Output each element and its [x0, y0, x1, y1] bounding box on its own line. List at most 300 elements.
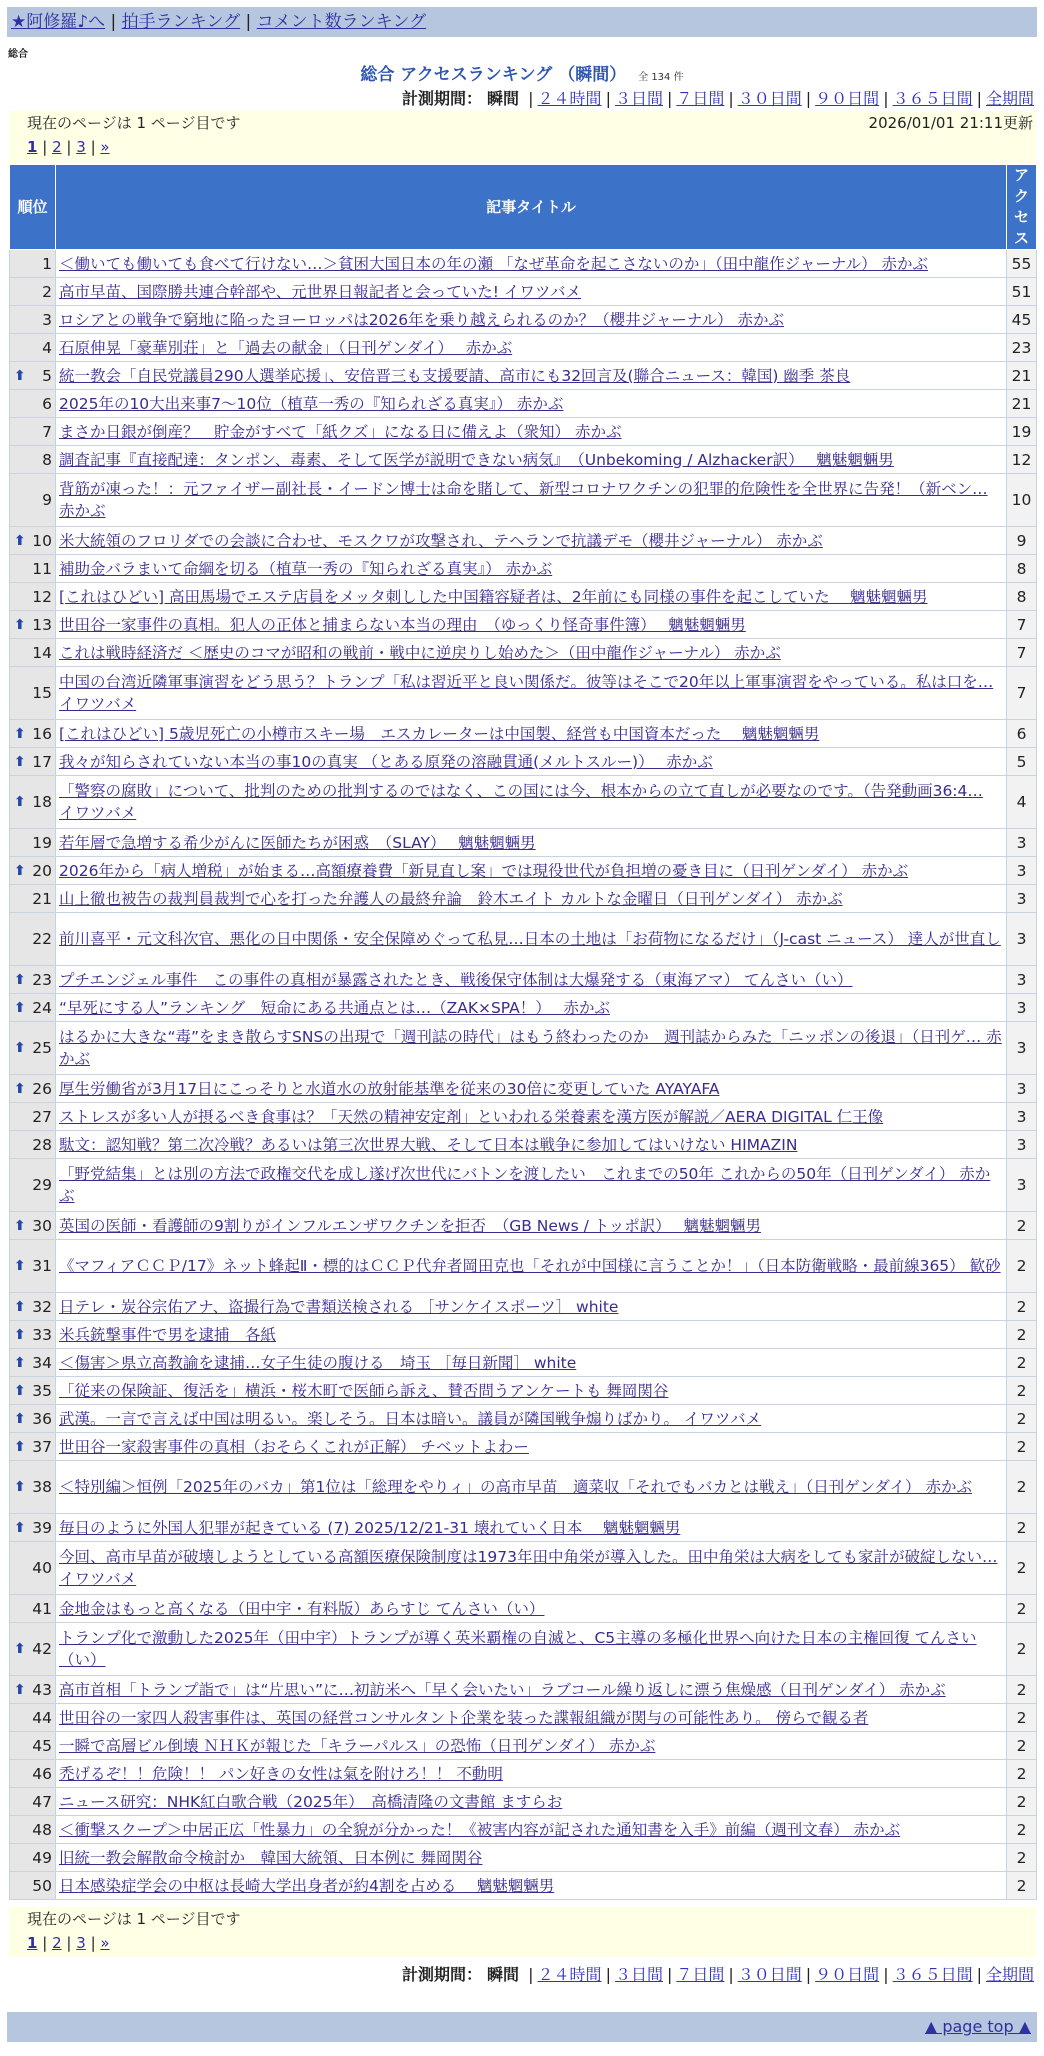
article-title-link[interactable]: 厚生労働省が3月17日にこっそりと水道水の放射能基準を従来の30倍に変更していた AYAYAFA: [59, 1079, 720, 1098]
access-count: 8: [1007, 583, 1037, 611]
arrow-up-icon: ⬆: [14, 367, 26, 384]
ranking-table: [9, 164, 1037, 1900]
title-cell: [56, 1704, 1007, 1732]
period-selector-top: [402, 86, 1034, 109]
title-cell: [56, 1075, 1007, 1103]
article-title-link[interactable]: 世田谷一家事件の真相。犯人の正体と捕まらない本当の理由 （ゆっくり怪奇事件簿） 魑魅魍魎男: [59, 615, 746, 634]
rank-cell: [10, 446, 56, 474]
rank-number: 46: [32, 1764, 52, 1783]
title-cell: [56, 1240, 1007, 1293]
period-7d-link[interactable]: ７日間: [676, 1965, 725, 1984]
period-divider: |: [666, 1965, 673, 1984]
article-title-link[interactable]: 米大統領のフロリダでの会談に合わせ、モスクワが攻撃され、テヘランで抗議デモ（櫻井ジャーナル） 赤かぶ: [59, 531, 823, 550]
article-title-link[interactable]: 2026年から「病人増税」が始まる…高額療養費「新見直し案」では現役世代が負担増の憂き目に（日刊ゲンダイ） 赤かぶ: [59, 861, 909, 880]
article-title-link[interactable]: 背筋が凍った！：元ファイザー副社長・イードン博士は命を賭して、新型コロナワクチンの犯罪的危険性を全世界に告発！（新ベン… 赤かぶ: [59, 480, 988, 520]
title-cell: [56, 1377, 1007, 1405]
rank-number: 45: [32, 1736, 52, 1755]
table-row: [10, 362, 1037, 390]
arrow-up-icon: ⬆: [14, 971, 26, 988]
period-24h-link[interactable]: ２４時間: [537, 89, 602, 108]
period-divider: |: [605, 89, 611, 108]
article-title-link[interactable]: 前川喜平・元文科次官、悪化の日中関係・安全保障めぐって私見…日本の土地は「お荷物になるだけ」（J-cast ニュース） 達人が世直し: [59, 930, 1001, 948]
rank-number: 2: [42, 282, 52, 301]
table-row: [10, 446, 1037, 474]
article-title-link[interactable]: はるかに大きな“毒”をまき散らすSNSの出現で「週刊誌の時代」はもう終わったのか 週刊誌からみた「ニッポンの後退」（日刊ゲ… 赤かぶ: [59, 1028, 1002, 1068]
access-count: 2: [1007, 1816, 1037, 1844]
access-count: 2: [1007, 1293, 1037, 1321]
access-count: 5: [1007, 748, 1037, 776]
access-count: 2: [1007, 1872, 1037, 1900]
title-cell: [56, 250, 1007, 278]
table-row: [10, 776, 1037, 829]
rank-cell: [10, 857, 56, 885]
updated-time: 2026/01/01 21:11更新: [868, 114, 1033, 132]
article-title-link[interactable]: 補助金バラまいて命綱を切る（植草一秀の『知られざる真実』） 赤かぶ: [59, 559, 553, 578]
rank-number: 13: [32, 615, 52, 634]
article-title-link[interactable]: トランプ化で激動した2025年（田中宇）トランプが導く英米覇権の自滅と、C5主導の多極化世界へ向けた日本の主権回復 てんさい（い）: [59, 1629, 977, 1669]
page-divider: |: [90, 138, 96, 156]
rank-cell: [10, 474, 56, 527]
next-page-link[interactable]: »: [100, 138, 110, 156]
access-count: 4: [1007, 776, 1037, 829]
article-title-link[interactable]: 「野党結集」とは別の方法で政権交代を成し遂げ次世代にバトンを渡したい これまでの50年 これからの50年（日刊ゲンダイ） 赤かぶ: [59, 1165, 991, 1205]
nav-divider: |: [110, 12, 117, 32]
rank-number: 21: [32, 889, 52, 908]
period-90d-link[interactable]: ９０日間: [815, 89, 880, 108]
access-header: アクセス: [1007, 165, 1037, 250]
article-title-link[interactable]: 駄文：認知戦？第二次冷戦？あるいは第三次世界大戦、そして日本は戦争に参加してはいけない HIMAZIN: [59, 1135, 798, 1154]
title-cell: [56, 1623, 1007, 1676]
article-title-link[interactable]: 高市早苗、国際勝共連合幹部や、元世界日報記者と会っていた! イワツバメ: [59, 282, 582, 301]
article-title-link[interactable]: 統一教会「自民党議員290人選挙応援」、安倍晋三も支援要請、高市にも32回言及(聯合ニュース：韓国) 幽季 茶良: [59, 366, 851, 385]
article-title-link[interactable]: 世田谷の一家四人殺害事件は、英国の経営コンサルタント企業を装った諜報組織が関与の可能性あり。 傍らで観る者: [59, 1708, 869, 1727]
access-count: 3: [1007, 829, 1037, 857]
home-link[interactable]: ★阿修羅♪へ: [11, 12, 106, 32]
rank-number: 19: [32, 833, 52, 852]
access-count: 2: [1007, 1623, 1037, 1676]
article-title-link[interactable]: 中国の台湾近隣軍事演習をどう思う？トランプ「私は習近平と良い関係だ。彼等はそこで20年以上軍事演習をやっている。私は口を… イワツバメ: [59, 673, 994, 713]
article-title-link[interactable]: ＜衝撃スクープ＞中居正広「性暴力」の全貌が分かった！《被害内容が記された通知書を入手》前編（週刊文春） 赤かぶ: [59, 1820, 901, 1839]
rank-number: 7: [42, 422, 52, 441]
table-row: [10, 1131, 1037, 1159]
rank-cell: [10, 1623, 56, 1676]
title-cell: [56, 1760, 1007, 1788]
title-cell: [56, 1022, 1007, 1075]
article-title-link[interactable]: 「従来の保険証、復活を」横浜・桜木町で医師ら訴え、賛否問うアンケートも 舞岡関谷: [59, 1381, 669, 1400]
rank-number: 23: [32, 970, 52, 989]
rank-number: 26: [32, 1079, 52, 1098]
rank-number: 15: [32, 684, 52, 702]
table-row: [10, 1732, 1037, 1760]
rank-number: 18: [32, 793, 52, 811]
article-title-link[interactable]: 我々が知らされていない本当の事10の真実 （とある原発の溶融貫通(メルトスルー)） 赤かぶ: [59, 752, 713, 771]
title-cell: [56, 362, 1007, 390]
item-count: 全 134 件: [638, 72, 684, 83]
article-title-link[interactable]: 石原伸晃「豪華別荘」と「過去の献金」（日刊ゲンダイ） 赤かぶ: [59, 338, 513, 357]
rank-number: 8: [42, 450, 52, 469]
title-cell: [56, 1788, 1007, 1816]
rank-cell: [10, 306, 56, 334]
rank-cell: [10, 994, 56, 1022]
access-count: 2: [1007, 1405, 1037, 1433]
title-cell: [56, 474, 1007, 527]
table-row: [10, 1349, 1037, 1377]
access-count: 3: [1007, 913, 1037, 966]
arrow-up-icon: ⬆: [14, 616, 26, 633]
table-row: [10, 1844, 1037, 1872]
article-title-link[interactable]: プチエンジェル事件 この事件の真相が暴露されたとき、戦後保守体制は大爆発する（東海アマ） てんさい（い）: [59, 970, 853, 989]
rank-number: 22: [32, 930, 52, 948]
rank-number: 9: [42, 491, 52, 509]
article-title-link[interactable]: 山上徹也被告の裁判員裁判で心を打った弁護人の最終弁論 鈴木エイト カルトな金曜日（日刊ゲンダイ） 赤かぶ: [59, 889, 843, 908]
table-row: [10, 418, 1037, 446]
article-title-link[interactable]: [これはひどい] 5歳児死亡の小樽市スキー場 エスカレーターは中国製、経営も中国資本だった 魑魅魍魎男: [59, 724, 820, 743]
title-cell: [56, 1816, 1007, 1844]
rank-cell: [10, 885, 56, 913]
table-row: [10, 1542, 1037, 1595]
rank-number: 49: [32, 1848, 52, 1867]
title-cell: [56, 1405, 1007, 1433]
arrow-up-icon: ⬆: [14, 753, 26, 770]
next-page-link[interactable]: »: [100, 1934, 110, 1952]
period-label: 計測期間：: [401, 1965, 482, 1984]
rank-cell: [10, 720, 56, 748]
rank-number: 30: [32, 1216, 52, 1235]
access-count: 12: [1007, 446, 1037, 474]
rank-number: 43: [32, 1680, 52, 1699]
table-row: [10, 1872, 1037, 1900]
access-count: 2: [1007, 1788, 1037, 1816]
rank-cell: [10, 913, 56, 966]
article-title-link[interactable]: 金地金はもっと高くなる（田中宇・有料版）あらすじ てんさい（い）: [59, 1599, 545, 1618]
access-count: 8: [1007, 555, 1037, 583]
rank-cell: [10, 1816, 56, 1844]
rank-cell: [10, 639, 56, 667]
article-title-link[interactable]: 英国の医師・看護師の9割りがインフルエンザワクチンを拒否 （GB News / トッポ訳） 魑魅魍魎男: [59, 1216, 761, 1235]
period-current: 瞬間: [487, 89, 520, 108]
table-row: [10, 1788, 1037, 1816]
rank-number: 48: [32, 1820, 52, 1839]
article-title-link[interactable]: 世田谷一家殺害事件の真相（おそらくこれが正解） チベットよわー: [59, 1437, 529, 1456]
access-count: 6: [1007, 720, 1037, 748]
rank-number: 16: [32, 724, 52, 743]
ranking-title: 総合 アクセスランキング （瞬間）: [360, 65, 627, 85]
article-title-link[interactable]: “早死にする人”ランキング 短命にある共通点とは…（ZAK×SPA！） 赤かぶ: [59, 998, 610, 1017]
article-title-link[interactable]: ロシアとの戦争で窮地に陥ったヨーロッパは2026年を乗り越えられるのか？（櫻井ジャーナル） 赤かぶ: [59, 310, 784, 329]
article-title-link[interactable]: 調査記事『直接配達：タンポン、毒素、そして医学が説明できない病気』 （Unbekoming / Alzhacker訳） 魑魅魍魎男: [59, 450, 894, 469]
rank-number: 44: [32, 1708, 52, 1727]
title-cell: [56, 1542, 1007, 1595]
title-cell: [56, 1872, 1007, 1900]
page-link-1[interactable]: 1: [27, 138, 38, 156]
article-title-link[interactable]: 若年層で急増する希少がんに医師たちが困惑 （SLAY） 魑魅魍魎男: [59, 833, 536, 852]
period-divider: |: [528, 89, 534, 108]
rank-cell: [10, 748, 56, 776]
access-count: 2: [1007, 1321, 1037, 1349]
title-cell: [56, 994, 1007, 1022]
table-row: [10, 583, 1037, 611]
title-cell: [56, 306, 1007, 334]
category-label: 総合: [8, 49, 28, 60]
pager-top: [9, 111, 1036, 163]
period-30d-link[interactable]: ３０日間: [737, 1965, 802, 1984]
rank-number: 27: [32, 1107, 52, 1126]
rank-cell: [10, 1704, 56, 1732]
title-cell: [56, 1212, 1007, 1240]
title-cell: [56, 1461, 1007, 1514]
period-90d-link[interactable]: ９０日間: [815, 1965, 880, 1984]
title-cell: [56, 1433, 1007, 1461]
period-divider: |: [728, 1965, 734, 1984]
rank-cell: [10, 1293, 56, 1321]
period-24h-link[interactable]: ２４時間: [537, 1965, 602, 1984]
rank-number: 34: [32, 1353, 52, 1372]
arrow-up-icon: ⬆: [14, 1080, 26, 1097]
table-row: [10, 1159, 1037, 1212]
period-divider: |: [528, 1965, 534, 1984]
title-cell: [56, 1321, 1007, 1349]
title-cell: [56, 913, 1007, 966]
title-cell: [56, 829, 1007, 857]
title-cell: [56, 639, 1007, 667]
rank-number: 24: [32, 998, 52, 1017]
rank-cell: [10, 1131, 56, 1159]
period-30d-link[interactable]: ３０日間: [737, 89, 802, 108]
table-row: [10, 390, 1037, 418]
title-cell: [56, 1595, 1007, 1623]
rank-number: 20: [32, 861, 52, 880]
rank-cell: [10, 1461, 56, 1514]
table-row: [10, 334, 1037, 362]
rank-number: 32: [32, 1297, 52, 1316]
table-row: [10, 278, 1037, 306]
table-row: [10, 527, 1037, 555]
rank-cell: [10, 1405, 56, 1433]
table-row: [10, 250, 1037, 278]
rank-cell: [10, 1760, 56, 1788]
access-count: 3: [1007, 1022, 1037, 1075]
article-title-link[interactable]: 日本感染症学会の中枢は長崎大学出身者が約4割を占める 魑魅魍魎男: [59, 1876, 555, 1895]
article-title-link[interactable]: ＜傷害＞県立高教諭を逮捕…女子生徒の腹ける 埼玉 ［毎日新聞］ white: [59, 1353, 577, 1372]
rank-cell: [10, 1872, 56, 1900]
access-count: 2: [1007, 1349, 1037, 1377]
period-divider: |: [805, 89, 812, 108]
access-count: 2: [1007, 1676, 1037, 1704]
rank-number: 31: [32, 1257, 52, 1275]
table-row: [10, 1676, 1037, 1704]
period-all-link[interactable]: 全期間: [985, 1965, 1034, 1984]
page-divider: |: [90, 1934, 96, 1952]
arrow-up-icon: ⬆: [14, 1641, 26, 1657]
rank-cell: [10, 250, 56, 278]
table-row: [10, 1816, 1037, 1844]
page-link-2[interactable]: 2: [52, 1934, 62, 1952]
access-count: 3: [1007, 1131, 1037, 1159]
arrow-up-icon: ⬆: [14, 532, 26, 549]
table-row: [10, 1103, 1037, 1131]
arrow-up-icon: ⬆: [14, 1438, 26, 1455]
access-count: 7: [1007, 639, 1037, 667]
title-cell: [56, 390, 1007, 418]
article-title-link[interactable]: 米兵銃撃事件で男を逮捕 各紙: [59, 1325, 277, 1344]
article-title-link[interactable]: まさか日銀が倒産？ 貯金がすべて「紙クズ」になる日に備えよ（衆知） 赤かぶ: [59, 422, 622, 441]
access-count: 2: [1007, 1212, 1037, 1240]
article-title-link[interactable]: ＜働いても働いても食べて行けない…＞貧困大国日本の年の瀬 「なぜ革命を起こさないのか」（田中龍作ジャーナル） 赤かぶ: [59, 254, 929, 273]
access-count: 23: [1007, 334, 1037, 362]
table-row: [10, 1321, 1037, 1349]
table-row: [10, 1075, 1037, 1103]
article-title-link[interactable]: 禿げるぞ！！危険！！ パン好きの女性は氣を附けろ！！ 不動明: [59, 1764, 503, 1783]
title-cell: [56, 446, 1007, 474]
article-title-link[interactable]: 2025年の10大出来事7〜10位（植草一秀の『知られざる真実』） 赤かぶ: [59, 394, 564, 413]
period-all-link[interactable]: 全期間: [985, 89, 1034, 108]
article-title-link[interactable]: 今回、高市早苗が破壊しようとしている高額医療保険制度は1973年田中角栄が導入した。田中角栄は大病をしても家計が破綻しない… イワツバメ: [59, 1548, 998, 1588]
title-cell: [56, 748, 1007, 776]
page-title: [0, 60, 1044, 85]
page-link-1[interactable]: 1: [27, 1934, 38, 1952]
table-row: [10, 1405, 1037, 1433]
title-cell: [56, 527, 1007, 555]
table-row: [10, 1022, 1037, 1075]
rank-number: 33: [32, 1325, 52, 1344]
page-link-2[interactable]: 2: [52, 138, 62, 156]
access-count: 3: [1007, 1159, 1037, 1212]
access-count: 3: [1007, 966, 1037, 994]
applause-ranking-link[interactable]: 拍手ランキング: [121, 12, 241, 32]
article-title-link[interactable]: 日テレ・炭谷宗佑アナ、盗撮行為で書類送検される ［サンケイスポーツ］ white: [59, 1297, 619, 1316]
access-count: 2: [1007, 1433, 1037, 1461]
page-divider: |: [66, 138, 72, 156]
comment-ranking-link[interactable]: コメント数ランキング: [256, 12, 427, 32]
period-7d-link[interactable]: ７日間: [676, 89, 725, 108]
period-divider: |: [883, 89, 889, 108]
title-cell: [56, 1732, 1007, 1760]
article-title-link[interactable]: ニュース研究：NHK紅白歌合戦（2025年） 高橋清隆の文書館 ますらお: [59, 1792, 563, 1811]
rank-cell: [10, 1788, 56, 1816]
article-title-link[interactable]: ストレスが多い人が摂るべき食事は？「天然の精神安定剤」といわれる栄養素を漢方医が解説／AERA DIGITAL 仁王像: [59, 1107, 884, 1126]
arrow-up-icon: ⬆: [14, 1519, 26, 1536]
article-title-link[interactable]: 《マフィアＣＣＰ/17》ネット蜂起Ⅱ・標的はＣＣＰ代弁者岡田克也「それが中国様に言うことか！」（日本防衛戦略・最前線365） 歓砂: [59, 1257, 1001, 1275]
title-cell: [56, 1103, 1007, 1131]
access-count: 19: [1007, 418, 1037, 446]
rank-cell: [10, 1844, 56, 1872]
table-row: [10, 1595, 1037, 1623]
rank-cell: [10, 362, 56, 390]
rank-cell: [10, 527, 56, 555]
rank-number: 39: [32, 1518, 52, 1537]
period-divider: |: [666, 89, 673, 108]
rank-number: 42: [32, 1640, 52, 1658]
period-label: 計測期間：: [401, 89, 482, 108]
arrow-up-icon: ⬆: [14, 1258, 26, 1274]
table-row: [10, 720, 1037, 748]
rank-cell: [10, 776, 56, 829]
rank-number: 38: [32, 1478, 52, 1496]
period-365d-link[interactable]: ３６５日間: [892, 89, 973, 108]
article-title-link[interactable]: 毎日のように外国人犯罪が起きている (7) 2025/12/21-31 壊れていく日本 魑魅魍魎男: [59, 1518, 681, 1537]
table-row: [10, 1377, 1037, 1405]
rank-number: 12: [32, 587, 52, 606]
table-row: [10, 474, 1037, 527]
article-title-link[interactable]: ＜特別編＞恒例「2025年のバカ」第1位は「総理をやりィ」の高市早苗 適菜収「それでもバカとは戦え」（日刊ゲンダイ） 赤かぶ: [59, 1478, 972, 1496]
access-count: 55: [1007, 250, 1037, 278]
rank-cell: [10, 1433, 56, 1461]
table-row: [10, 1240, 1037, 1293]
article-title-link[interactable]: [これはひどい] 高田馬場でエステ店員をメッタ刺しした中国籍容疑者は、2年前にも同様の事件を起こしていた 魑魅魍魎男: [59, 587, 928, 606]
page-link-3[interactable]: 3: [76, 138, 86, 156]
rank-number: 50: [32, 1876, 52, 1895]
rank-cell: [10, 1212, 56, 1240]
rank-cell: [10, 611, 56, 639]
rank-number: 10: [32, 531, 52, 550]
page-top-link[interactable]: ▲ page top ▲: [924, 2017, 1031, 2036]
rank-cell: [10, 1159, 56, 1212]
rank-number: 3: [42, 310, 52, 329]
title-cell: [56, 776, 1007, 829]
title-cell: [56, 1131, 1007, 1159]
rank-cell: [10, 278, 56, 306]
title-header: 記事タイトル: [56, 165, 1007, 250]
access-count: 2: [1007, 1704, 1037, 1732]
rank-number: 5: [42, 366, 52, 385]
rank-cell: [10, 1321, 56, 1349]
rank-cell: [10, 334, 56, 362]
rank-number: 47: [32, 1792, 52, 1811]
title-cell: [56, 966, 1007, 994]
access-count: 7: [1007, 667, 1037, 720]
period-365d-link[interactable]: ３６５日間: [892, 1965, 973, 1984]
rank-cell: [10, 1542, 56, 1595]
access-count: 3: [1007, 1103, 1037, 1131]
article-title-link[interactable]: これは戦時経済だ ＜歴史のコマが昭和の戦前・戦中に逆戻りし始めた＞（田中龍作ジャーナル） 赤かぶ: [59, 643, 781, 662]
page-divider: |: [42, 138, 48, 156]
article-title-link[interactable]: 武漢。一言で言えば中国は明るい。楽しそう。日本は暗い。議員が隣国戦争煽りばかり。 イワツバメ: [59, 1409, 762, 1428]
period-3d-link[interactable]: ３日間: [614, 89, 663, 108]
access-count: 2: [1007, 1461, 1037, 1514]
rank-cell: [10, 1240, 56, 1293]
table-row: [10, 857, 1037, 885]
rank-cell: [10, 1075, 56, 1103]
title-cell: [56, 583, 1007, 611]
access-count: 2: [1007, 1732, 1037, 1760]
article-title-link[interactable]: 「警察の腐敗」について、批判のための批判するのではなく、この国には今、根本からの立て直しが必要なのです。（告発動画36:4… イワツバメ: [59, 782, 983, 822]
access-count: 7: [1007, 611, 1037, 639]
access-count: 3: [1007, 994, 1037, 1022]
article-title-link[interactable]: 高市首相「トランプ詣で」は“片思い”に…初訪米へ「早く会いたい」ラブコール繰り返しに漂う焦燥感（日刊ゲンダイ） 赤かぶ: [59, 1680, 946, 1699]
period-3d-link[interactable]: ３日間: [614, 1965, 663, 1984]
rank-number: 37: [32, 1437, 52, 1456]
rank-cell: [10, 1676, 56, 1704]
title-cell: [56, 555, 1007, 583]
article-title-link[interactable]: 旧統一教会解散命令検討か 韓国大統領、日本例に 舞岡関谷: [59, 1848, 483, 1867]
arrow-up-icon: ⬆: [14, 794, 26, 810]
access-count: 3: [1007, 885, 1037, 913]
arrow-up-icon: ⬆: [14, 1326, 26, 1343]
page-divider: |: [42, 1934, 48, 1952]
rank-cell: [10, 1514, 56, 1542]
page-link-3[interactable]: 3: [76, 1934, 86, 1952]
rank-cell: [10, 583, 56, 611]
table-row: [10, 913, 1037, 966]
access-count: 9: [1007, 527, 1037, 555]
rank-number: 14: [32, 643, 52, 662]
title-cell: [56, 418, 1007, 446]
rank-number: 6: [42, 394, 52, 413]
rank-cell: [10, 1595, 56, 1623]
rank-cell: [10, 829, 56, 857]
article-title-link[interactable]: 一瞬で高層ビル倒壊 ＮＨＫが報じた「キラーパルス」の恐怖（日刊ゲンダイ） 赤かぶ: [59, 1736, 656, 1755]
access-count: 2: [1007, 1240, 1037, 1293]
